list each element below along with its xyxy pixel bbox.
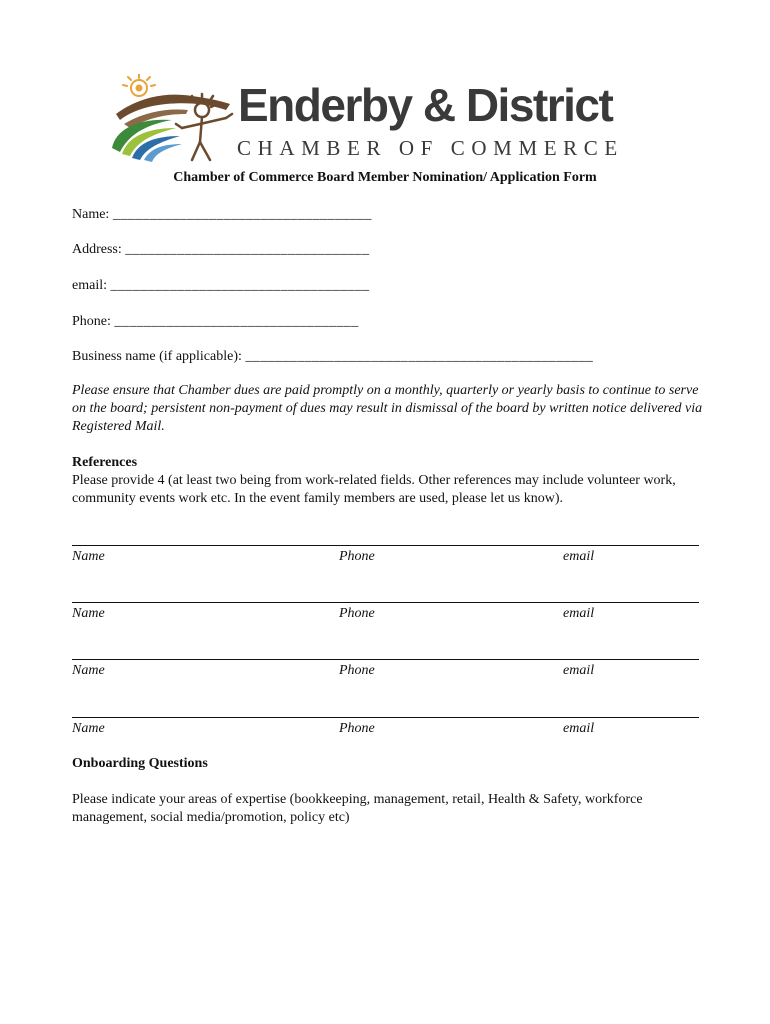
address-label: Address: (72, 242, 122, 257)
address-field[interactable] (72, 240, 369, 260)
form-title: Chamber of Commerce Board Member Nomination/ Application Form (173, 170, 597, 185)
name-label: Name: (72, 207, 110, 222)
dues-notice: Please ensure that Chamber dues are paid promptly on a monthly, quarterly or yearly basis to continue to serve on the board; persistent non-payment of dues may result in dismissal of the board by written notice delivered via Registered Mail. (72, 383, 703, 434)
reference-name-label: Name (72, 721, 105, 736)
reference-email-label: email (563, 606, 595, 621)
reference-phone-label: Phone (339, 549, 375, 564)
reference-phone-label: Phone (339, 721, 375, 736)
logo-subtitle: CHAMBER OF COMMERCE (237, 136, 624, 160)
onboarding-heading: Onboarding Questions (72, 756, 208, 771)
reference-name-label: Name (72, 549, 105, 564)
reference-name-label: Name (72, 663, 105, 678)
business-name-field[interactable] (72, 347, 593, 367)
reference-email-label: email (563, 721, 595, 736)
reference-name-label: Name (72, 606, 105, 621)
reference-email-label: email (563, 549, 595, 564)
logo-name: Enderby & District (238, 79, 613, 131)
chamber-logo (110, 74, 655, 162)
business-name-blank[interactable]: _______________________________________________ (245, 349, 594, 364)
enderby-landscape-logo-icon (110, 74, 238, 162)
reference-phone-label: Phone (339, 663, 375, 678)
email-label: email: (72, 278, 107, 293)
reference-row[interactable] (72, 602, 699, 629)
business-name-label: Business name (if applicable): (72, 349, 242, 364)
phone-field[interactable] (72, 312, 359, 332)
reference-row[interactable] (72, 717, 699, 744)
name-field[interactable] (72, 205, 372, 225)
reference-row[interactable] (72, 545, 699, 572)
email-field[interactable] (72, 276, 370, 296)
phone-label: Phone: (72, 314, 111, 329)
email-blank[interactable]: ___________________________________ (110, 278, 370, 293)
onboarding-question: Please indicate your areas of expertise (bookkeeping, management, retail, Health & Safety, workforce management, social media/promotion, policy etc) (72, 792, 643, 825)
references-heading: References (72, 455, 138, 470)
reference-phone-label: Phone (339, 606, 375, 621)
references-intro: Please provide 4 (at least two being from work-related fields. Other references may include volunteer work, community events work etc. In the event family members are used, please let us know). (72, 473, 676, 506)
reference-row[interactable] (72, 659, 699, 686)
reference-email-label: email (563, 663, 595, 678)
phone-blank[interactable]: _________________________________ (114, 314, 359, 329)
address-blank[interactable]: _________________________________ (125, 242, 370, 257)
name-blank[interactable]: ___________________________________ (112, 207, 372, 222)
